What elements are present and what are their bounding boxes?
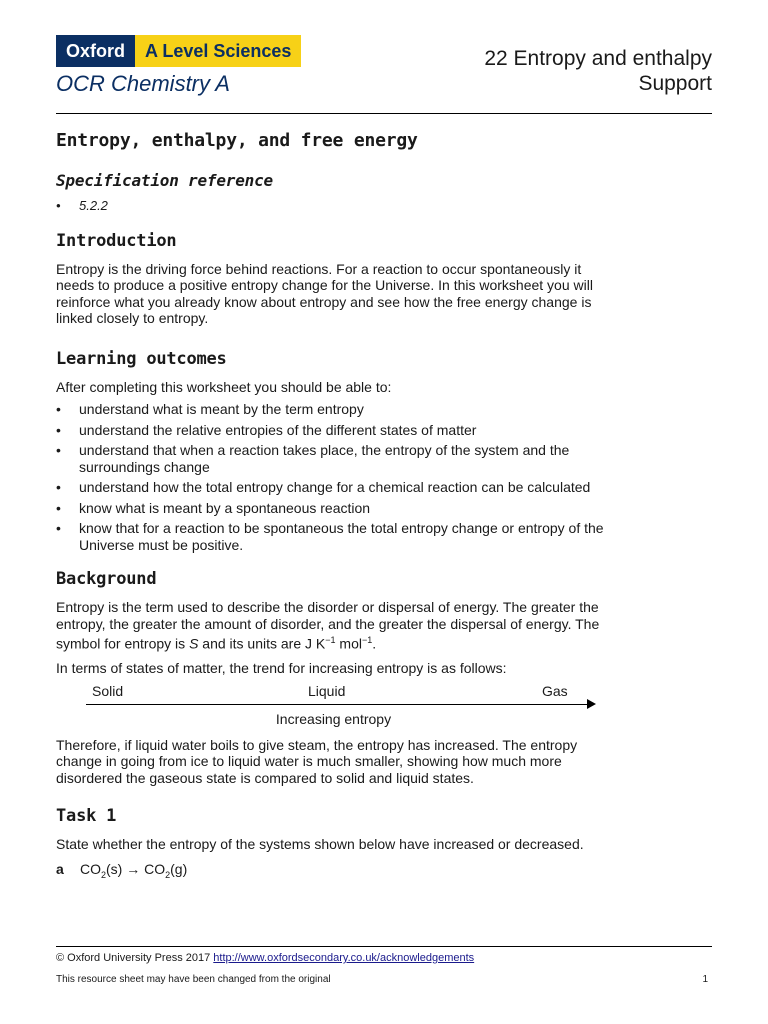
brand-series: A Level Sciences [135,35,301,67]
course-title: OCR Chemistry A [56,71,230,96]
intro-heading: Introduction [56,230,177,251]
outcomes-lead: After completing this worksheet you should be able to: [56,378,392,395]
task1-heading: Task 1 [56,806,117,827]
chapter-line-2: Support [638,72,712,95]
outcomes-section [56,349,616,554]
page-title: Entropy, enthalpy, and free energy [56,130,418,151]
background-text-3: Therefore, if liquid water boils to give steam, the entropy has increased. The entropy change in going from ice to liquid water is much smaller, showing how much more disordered the gaseous state is compared to solid and liquid states. [56,736,578,786]
task1-section [56,806,616,879]
chapter-line-1: 22 Entropy and enthalpy [484,47,712,70]
entropy-scale [56,683,616,731]
outcomes-heading: Learning outcomes [56,348,227,369]
brand-oxford: Oxford [56,35,135,67]
task1-text: State whether the entropy of the systems shown below have increased or decreased. [56,836,584,853]
background-text-2: In terms of states of matter, the trend for increasing entropy is as follows: [56,660,507,677]
chapter-title [484,46,712,96]
list-item: • understand that when a reaction takes place, the entropy of the system and the surroundings change [56,442,616,475]
background-section [56,569,616,786]
spec-section [56,171,616,215]
intro-text: Entropy is the driving force behind reactions. For a reaction to occur spontaneously it needs to produce a positive entropy change for the Universe. In this worksheet you will reinforce what you already know about entropy and see how the free energy change is linked closely to entropy. [56,260,593,326]
background-heading: Background [56,569,157,589]
outcomes-list [56,401,616,553]
list-item: • know what is meant by a spontaneous reaction [56,500,616,517]
spec-item: • 5.2.2 [56,198,616,215]
brand-logo [56,35,301,67]
scale-arrow-line [86,704,591,705]
acknowledgements-link[interactable]: http://www.oxfordsecondary.co.uk/acknowledgements [213,952,475,964]
main-content [56,126,616,897]
intro-section [56,231,616,327]
list-item: • understand how the total entropy change for a chemical reaction can be calculated [56,479,616,496]
footer-copyright: © Oxford University Press 2017 http://www.oxfordsecondary.co.uk/acknowledgements [56,952,475,964]
list-item: • know that for a reaction to be spontaneous the total entropy change or entropy of the Universe must be positive. [56,520,616,553]
list-item: • understand the relative entropies of the different states of matter [56,422,616,439]
scale-solid: Solid [92,682,124,699]
scale-caption: Increasing entropy [275,710,392,727]
scale-liquid: Liquid [308,682,346,699]
footer-note: This resource sheet may have been changed from the original [56,974,331,985]
page-number: 1 [702,974,708,985]
reaction-arrow: → [126,860,141,877]
task1-item-a: a $CO_2(s) \to CO_2(g)$ [56,860,188,880]
footer-divider [56,946,712,947]
background-text-1: Entropy is the term used to describe the disorder or dispersal of energy. The greater the entropy, the greater the amount of disorder, and the greater the dispersal of energy. The symbol for entropy is S and its units are J $K^{-1}$ mol$^{-1}$. [56,599,600,652]
task-item-letter: a [56,860,64,877]
list-item: • understand what is meant by the term entropy [56,401,616,418]
header-divider [56,113,712,114]
scale-gas: Gas [542,682,568,699]
spec-heading: Specification reference [56,171,273,190]
arrow-head-icon [587,699,596,709]
